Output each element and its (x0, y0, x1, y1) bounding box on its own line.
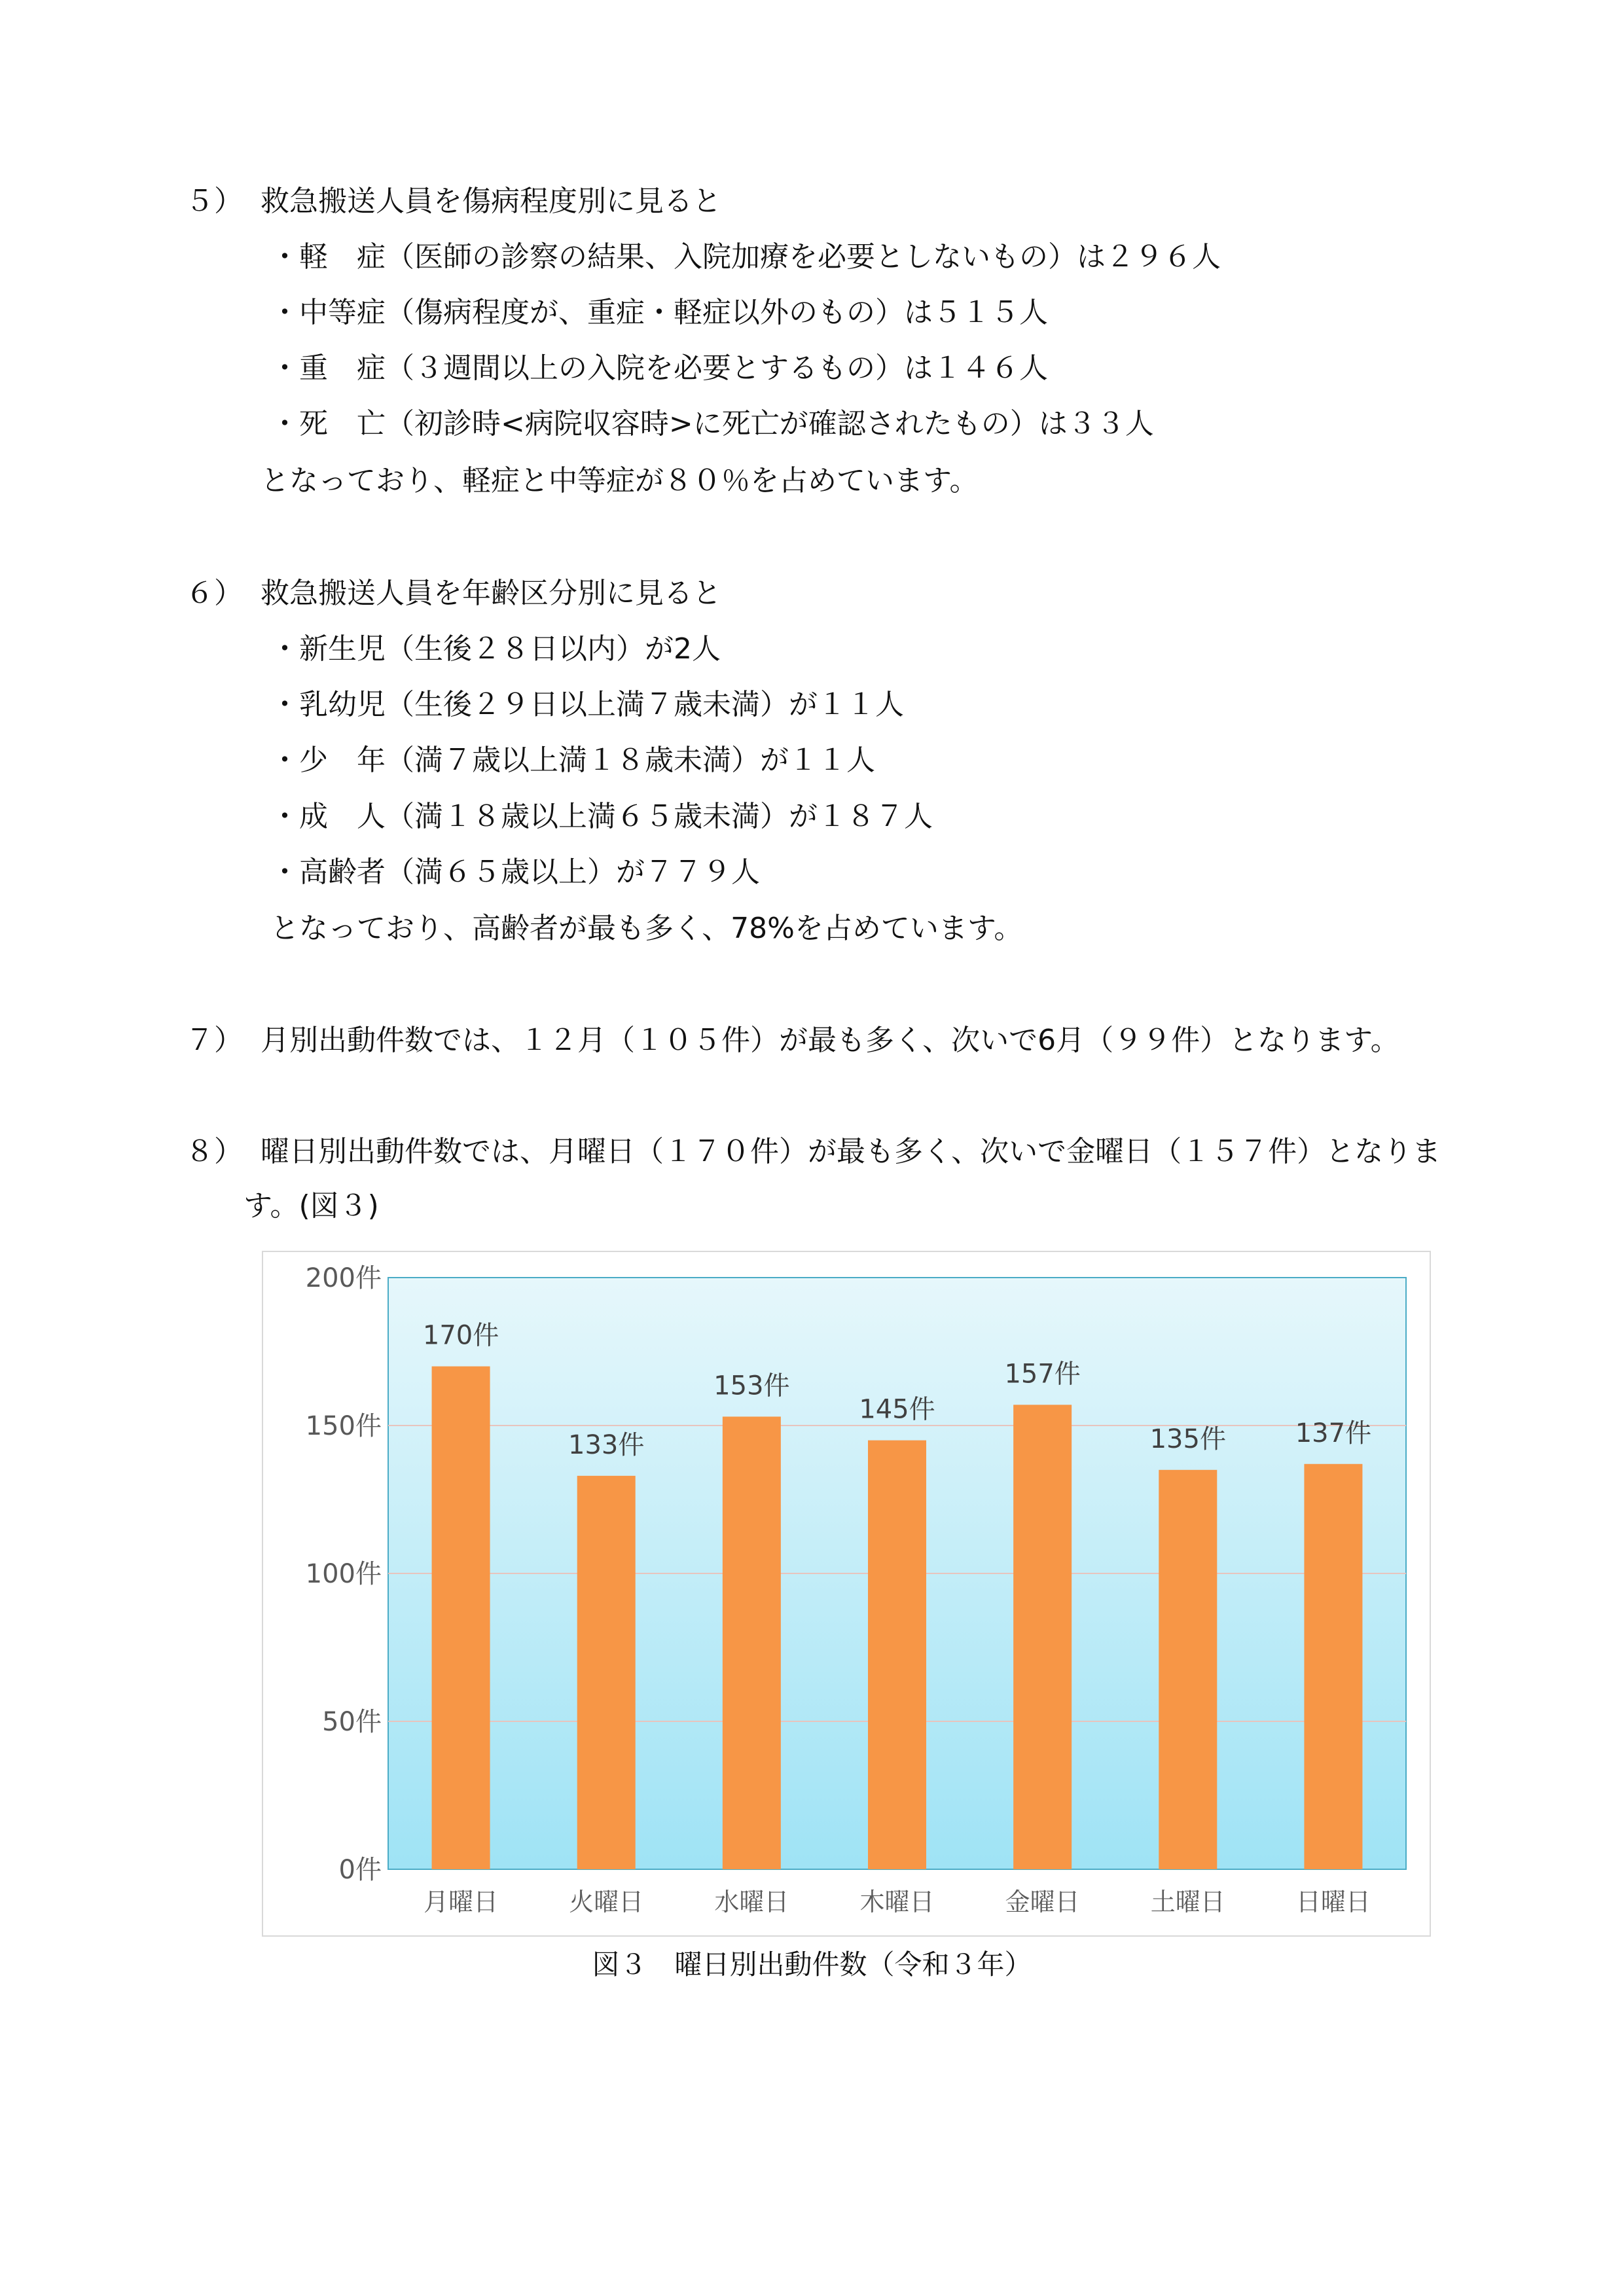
section-7-number: ７） (185, 1024, 243, 1057)
section-6-item: ・乳幼児（生後２９日以上満７歳未満）が１１人 (270, 688, 904, 721)
x-tick-label: 日曜日 (1295, 1888, 1371, 1916)
x-tick-label: 火曜日 (569, 1888, 644, 1916)
section-6-conclusion: となっており、高齢者が最も多く、78%を占めています。 (270, 912, 1023, 945)
section-6-item: ・成 人（満１８歳以上満６５歳未満）が１８７人 (270, 800, 933, 833)
section-6-item: ・高齢者（満６５歳以上）が７７９人 (270, 855, 760, 889)
data-label: 133件 (568, 1429, 645, 1460)
section-5-item: ・軽 症（医師の診察の結果、入院加療を必要としないもの）は２９６人 (270, 240, 1221, 274)
section-6-item: ・少 年（満７歳以上満１８歳未満）が１１人 (270, 744, 875, 777)
figure-caption: 図３ 曜日別出動件数（令和３年） (592, 1948, 1032, 1981)
section-8-text-line1: 曜日別出動件数では、月曜日（１７０件）が最も多く、次いで金曜日（１５７件）となりま (261, 1135, 1441, 1168)
section-7-text: 月別出動件数では、１２月（１０５件）が最も多く、次いで6月（９９件）となります。 (261, 1024, 1399, 1057)
bar-2 (577, 1476, 636, 1869)
x-tick-label: 水曜日 (714, 1888, 789, 1916)
section-5-item: ・中等症（傷病程度が、重症・軽症以外のもの）は５１５人 (270, 296, 1048, 329)
data-label: 145件 (859, 1394, 935, 1425)
section-6-heading: 救急搬送人員を年齢区分別に見ると (261, 577, 721, 610)
section-5-number: ５） (185, 185, 243, 218)
bar-3 (723, 1416, 781, 1869)
data-label: 135件 (1149, 1424, 1226, 1454)
section-5-heading: 救急搬送人員を傷病程度別に見ると (261, 185, 721, 218)
section-6-number: ６） (185, 577, 243, 610)
bar-1 (432, 1367, 490, 1869)
x-tick-label: 月曜日 (424, 1888, 499, 1916)
section-6-item: ・新生児（生後２８日以内）が2人 (270, 632, 721, 666)
bar-chart-svg (263, 1252, 1430, 1935)
data-label: 170件 (422, 1320, 499, 1351)
bar-7 (1304, 1464, 1362, 1869)
y-tick-label: 200件 (305, 1263, 382, 1293)
y-tick-label: 100件 (305, 1559, 382, 1589)
section-5-item: ・重 症（３週間以上の入院を必要とするもの）は１４６人 (270, 351, 1048, 385)
y-tick-label: 50件 (322, 1707, 382, 1737)
section-5-conclusion: となっており、軽症と中等症が８０％を占めています。 (261, 464, 979, 497)
x-tick-label: 木曜日 (859, 1888, 935, 1916)
y-tick-label: 150件 (305, 1411, 382, 1441)
section-5-item: ・死 亡（初診時<病院収容時>に死亡が確認されたもの）は３３人 (270, 407, 1154, 440)
section-8-text-line2: す。(図３) (244, 1189, 379, 1223)
bar-6 (1159, 1470, 1217, 1869)
x-tick-label: 土曜日 (1150, 1888, 1225, 1916)
data-label: 157件 (1004, 1359, 1081, 1390)
weekday-dispatch-chart (262, 1251, 1431, 1937)
x-tick-label: 金曜日 (1005, 1888, 1080, 1916)
data-label: 153件 (713, 1371, 790, 1401)
y-tick-label: 0件 (338, 1855, 382, 1885)
section-8-number: ８） (185, 1135, 243, 1168)
bar-4 (868, 1441, 926, 1869)
bar-5 (1013, 1405, 1072, 1869)
data-label: 137件 (1295, 1418, 1372, 1448)
